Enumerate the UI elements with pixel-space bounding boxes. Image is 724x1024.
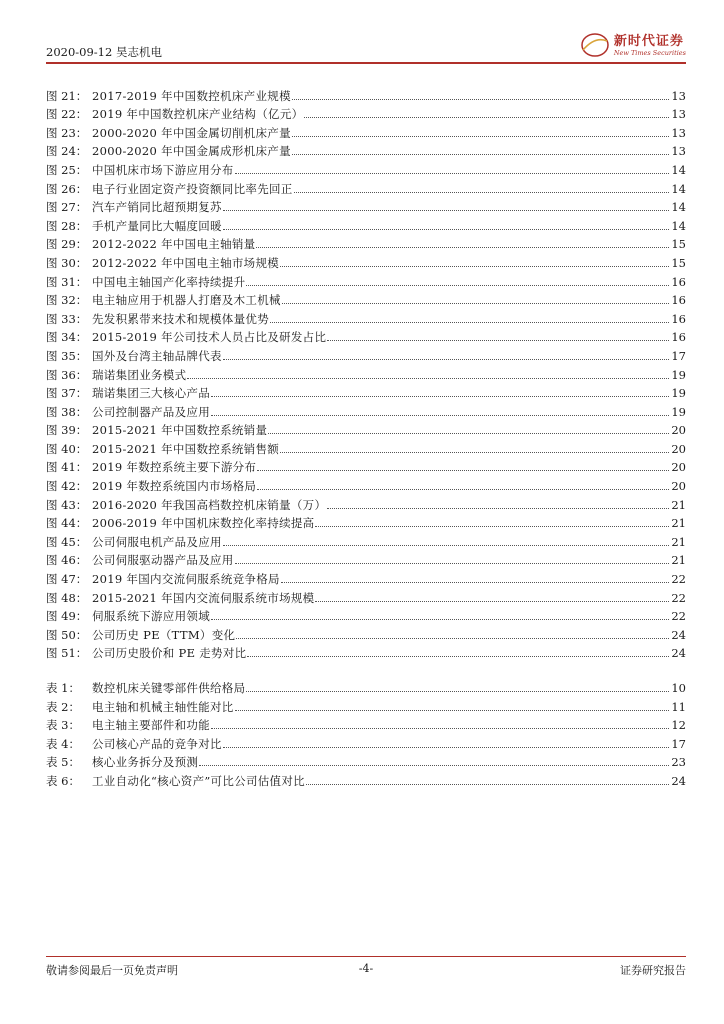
figure-entry-label: 图 30： xyxy=(46,255,88,270)
figure-entry-page: 20 xyxy=(671,441,686,456)
figure-entry-label: 图 25： xyxy=(46,162,88,177)
figure-entry-page: 21 xyxy=(671,497,686,512)
company-logo xyxy=(580,30,686,60)
figure-entry-page: 20 xyxy=(671,479,686,494)
figure-entry-label: 图 42： xyxy=(46,479,88,494)
page-footer xyxy=(46,962,686,978)
figure-entry-label: 图 28： xyxy=(46,218,88,233)
table-entry[interactable] xyxy=(46,676,686,695)
figure-entry-title: 2015-2019 年公司技术人员占比及研发占比 xyxy=(92,330,327,345)
figure-entry[interactable] xyxy=(46,326,686,345)
figure-entry-label: 图 23： xyxy=(46,125,88,140)
figure-entry-leader xyxy=(315,601,669,602)
footer-rule xyxy=(46,956,686,957)
figure-entry[interactable] xyxy=(46,512,686,531)
figure-entry-page: 20 xyxy=(671,460,686,475)
figure-entry-label: 图 48： xyxy=(46,590,88,605)
figure-entry-title: 2015-2021 年国内交流伺服系统市场规模 xyxy=(92,590,315,605)
figure-entry-label: 图 36： xyxy=(46,367,88,382)
figure-entry-page: 19 xyxy=(671,404,686,419)
figure-entry-title: 瑞诺集团三大核心产品 xyxy=(92,386,210,401)
figure-entry-leader xyxy=(257,489,669,490)
figure-entry-title: 2017-2019 年中国数控机床产业规模 xyxy=(92,88,291,103)
table-entry-leader xyxy=(306,784,669,785)
table-entry-label: 表 6： xyxy=(46,773,80,788)
table-of-contents xyxy=(46,84,686,788)
figure-entry-label: 图 39： xyxy=(46,423,88,438)
figure-entry-title: 2015-2021 年中国数控系统销量 xyxy=(92,423,268,438)
figure-entry[interactable] xyxy=(46,456,686,475)
figure-entry-label: 图 43： xyxy=(46,497,88,512)
figure-entry-label: 图 38： xyxy=(46,404,88,419)
figure-entry-leader xyxy=(292,99,669,100)
figure-entry-leader xyxy=(223,210,669,211)
figure-entry-title: 手机产量同比大幅度回暖 xyxy=(92,218,222,233)
figure-entry-page: 13 xyxy=(671,144,686,159)
figure-entry-page: 13 xyxy=(671,107,686,122)
figure-entry-page: 19 xyxy=(671,386,686,401)
table-entry-title: 数控机床关键零部件供给格局 xyxy=(92,681,246,695)
figure-entry[interactable] xyxy=(46,363,686,382)
figure-entry-leader xyxy=(235,173,669,174)
figure-entry-leader xyxy=(280,266,669,267)
table-entry-leader xyxy=(211,728,669,729)
figure-entry-title: 先发积累带来技术和规模体量优势 xyxy=(92,311,269,326)
table-entry-leader xyxy=(199,765,669,766)
figure-entry-page: 14 xyxy=(671,218,686,233)
figure-entry-leader xyxy=(292,136,669,137)
figure-entry-leader xyxy=(211,396,669,397)
figure-entry[interactable] xyxy=(46,623,686,642)
figure-entry[interactable] xyxy=(46,493,686,512)
figure-entry-page: 20 xyxy=(671,423,686,438)
figure-entry-page: 14 xyxy=(671,181,686,196)
figure-entry-title: 2016-2020 年我国高档数控机床销量（万） xyxy=(92,497,327,512)
table-entry-leader xyxy=(223,747,669,748)
figure-entry[interactable] xyxy=(46,382,686,401)
figure-entry-label: 图 21： xyxy=(46,88,88,103)
table-entry-page: 12 xyxy=(671,718,686,733)
figure-entry-title: 汽车产销同比超预期复苏 xyxy=(92,200,222,215)
figure-entry-label: 图 32： xyxy=(46,293,88,308)
table-entry-leader xyxy=(235,710,669,711)
figure-entry[interactable] xyxy=(46,214,686,233)
figure-entry-page: 15 xyxy=(671,237,686,252)
table-entry-title: 工业自动化“核心资产”可比公司估值对比 xyxy=(92,773,305,788)
figure-entry-leader xyxy=(304,117,669,118)
figure-entry-label: 图 35： xyxy=(46,348,88,363)
figure-entry-label: 图 33： xyxy=(46,311,88,326)
figure-entry-page: 13 xyxy=(671,88,686,103)
figure-entry-leader xyxy=(281,582,669,583)
figure-entry-leader xyxy=(211,619,669,620)
figure-entry-leader xyxy=(257,470,669,471)
figure-entry-title: 公司伺服电机产品及应用 xyxy=(92,534,222,549)
figure-entry-title: 中国机床市场下游应用分布 xyxy=(92,162,234,177)
table-entry-title: 核心业务拆分及预测 xyxy=(92,755,199,770)
figure-entry-leader xyxy=(292,154,669,155)
figure-entry-leader xyxy=(256,247,669,248)
table-entry[interactable] xyxy=(46,751,686,770)
figure-entry-page: 14 xyxy=(671,162,686,177)
figure-entry-title: 2000-2020 年中国金属切削机床产量 xyxy=(92,125,291,140)
logo-chinese-name: 新时代证券 xyxy=(613,33,684,49)
figure-entry-title: 中国电主轴国产化率持续提升 xyxy=(92,274,246,289)
figure-entry-title: 2000-2020 年中国金属成形机床产量 xyxy=(92,144,291,159)
figure-entry-page: 17 xyxy=(671,348,686,363)
figure-entry[interactable] xyxy=(46,642,686,661)
figure-entry-page: 16 xyxy=(671,311,686,326)
figure-entry-label: 图 51： xyxy=(46,646,88,661)
figure-entry[interactable] xyxy=(46,196,686,215)
figure-entry[interactable] xyxy=(46,233,686,252)
figure-entry-leader xyxy=(280,452,669,453)
table-entry[interactable] xyxy=(46,769,686,788)
footer-disclaimer: 敬请参阅最后一页免责声明 xyxy=(46,964,178,977)
table-entry-title: 电主轴主要部件和功能 xyxy=(92,718,210,733)
figure-entry-label: 图 22： xyxy=(46,107,88,122)
figure-entry-leader xyxy=(327,508,669,509)
figure-entry-title: 国外及台湾主轴品牌代表 xyxy=(92,348,222,363)
figure-entry-label: 图 27： xyxy=(46,200,88,215)
figure-entry[interactable] xyxy=(46,177,686,196)
footer-report-type: 证券研究报告 xyxy=(620,964,686,977)
figure-entry[interactable] xyxy=(46,251,686,270)
figure-entry-page: 22 xyxy=(671,609,686,624)
table-entry-page: 17 xyxy=(671,736,686,751)
figure-entry-label: 图 24： xyxy=(46,144,88,159)
figure-entry-leader xyxy=(211,415,669,416)
figure-entry-label: 图 29： xyxy=(46,237,88,252)
figure-entry-label: 图 44： xyxy=(46,516,88,531)
figure-entry-label: 图 37： xyxy=(46,386,88,401)
page-header xyxy=(46,33,686,62)
figure-entry-title: 公司伺服驱动器产品及应用 xyxy=(92,553,234,568)
figure-entry-title: 瑞诺集团业务模式 xyxy=(92,367,187,382)
figure-entry-label: 图 45： xyxy=(46,534,88,549)
figure-entry[interactable] xyxy=(46,567,686,586)
figure-entry-leader xyxy=(270,322,669,323)
figure-entry-page: 16 xyxy=(671,274,686,289)
figure-entry[interactable] xyxy=(46,158,686,177)
figure-entry-label: 图 41： xyxy=(46,460,88,475)
figure-entry-leader xyxy=(223,545,669,546)
figure-entry[interactable] xyxy=(46,549,686,568)
page-number: -4- xyxy=(358,962,374,975)
figure-entry-leader xyxy=(236,638,669,639)
figure-entry-leader xyxy=(247,656,669,657)
table-entry[interactable] xyxy=(46,695,686,714)
table-entry-leader xyxy=(246,691,669,692)
figure-entry[interactable] xyxy=(46,270,686,289)
figure-entry-title: 2012-2022 年中国电主轴市场规模 xyxy=(92,255,280,270)
figure-entry[interactable] xyxy=(46,605,686,624)
figure-entry-title: 2019 年国内交流伺服系统竞争格局 xyxy=(92,572,280,587)
table-entry-title: 公司核心产品的竞争对比 xyxy=(92,736,222,751)
table-entry-page: 24 xyxy=(671,773,686,788)
figure-entry-leader xyxy=(223,359,669,360)
table-entry-label: 表 5： xyxy=(46,755,80,770)
figure-entry[interactable] xyxy=(46,586,686,605)
figure-entry-label: 图 50： xyxy=(46,627,88,642)
figure-entry[interactable] xyxy=(46,474,686,493)
figure-entry-leader xyxy=(235,563,669,564)
figure-entry[interactable] xyxy=(46,121,686,140)
figure-entry[interactable] xyxy=(46,307,686,326)
figure-entry-leader xyxy=(315,526,669,527)
figure-entry-page: 15 xyxy=(671,255,686,270)
table-entry-label: 表 2： xyxy=(46,699,80,714)
figure-entry-page: 21 xyxy=(671,553,686,568)
figure-entry-page: 19 xyxy=(671,367,686,382)
figure-entry-leader xyxy=(223,229,669,230)
figure-entry-leader xyxy=(327,340,669,341)
figure-entry-page: 24 xyxy=(671,627,686,642)
figure-entry[interactable] xyxy=(46,530,686,549)
figure-entry-title: 公司历史股价和 PE 走势对比 xyxy=(92,646,247,661)
figure-entry-leader xyxy=(187,378,669,379)
table-entry-page: 23 xyxy=(671,755,686,770)
table-entry-page: 11 xyxy=(671,699,686,714)
figure-entry[interactable] xyxy=(46,84,686,103)
figure-entry-leader xyxy=(282,303,669,304)
figure-entry-leader xyxy=(294,192,669,193)
figure-entry[interactable] xyxy=(46,289,686,308)
table-entry-label: 表 3： xyxy=(46,718,80,733)
figure-entry-page: 24 xyxy=(671,646,686,661)
table-entry[interactable] xyxy=(46,732,686,751)
figure-entry-page: 16 xyxy=(671,330,686,345)
figure-entry-label: 图 47： xyxy=(46,572,88,587)
table-entry-title: 电主轴和机械主轴性能对比 xyxy=(92,699,234,714)
figure-entry-title: 2019 年数控系统国内市场格局 xyxy=(92,479,257,494)
figure-entry-leader xyxy=(268,433,669,434)
figure-entry-page: 13 xyxy=(671,125,686,140)
table-list xyxy=(46,676,686,788)
figure-entry-title: 2015-2021 年中国数控系统销售额 xyxy=(92,441,280,456)
figure-entry-label: 图 34： xyxy=(46,330,88,345)
figure-entry-title: 2019 年数控系统主要下游分布 xyxy=(92,460,257,475)
figure-entry-label: 图 26： xyxy=(46,181,88,196)
figure-entry-leader xyxy=(246,285,669,286)
header-rule xyxy=(46,62,686,64)
figure-entry-page: 22 xyxy=(671,590,686,605)
figure-entry-title: 伺服系统下游应用领域 xyxy=(92,609,210,624)
header-date-company: 2020-09-12 昊志机电 xyxy=(46,45,162,59)
figure-entry-label: 图 31： xyxy=(46,274,88,289)
logo-badge-icon xyxy=(580,32,610,58)
figure-entry-label: 图 40： xyxy=(46,441,88,456)
figure-entry[interactable] xyxy=(46,400,686,419)
figure-entry-page: 21 xyxy=(671,534,686,549)
figure-entry-page: 16 xyxy=(671,293,686,308)
figure-entry-title: 公司历史 PE（TTM）变化 xyxy=(92,627,236,642)
figure-entry-page: 22 xyxy=(671,572,686,587)
table-entry[interactable] xyxy=(46,714,686,733)
figure-entry[interactable] xyxy=(46,419,686,438)
figure-entry-label: 图 46： xyxy=(46,553,88,568)
figure-entry[interactable] xyxy=(46,103,686,122)
table-entry-label: 表 4： xyxy=(46,736,80,751)
table-entry-label: 表 1： xyxy=(46,681,80,695)
figure-entry-title: 2006-2019 年中国机床数控化率持续提高 xyxy=(92,516,315,531)
figure-entry-label: 图 49： xyxy=(46,609,88,624)
figure-entry[interactable] xyxy=(46,140,686,159)
figure-entry-title: 电主轴应用于机器人打磨及木工机械 xyxy=(92,293,281,308)
figure-entry[interactable] xyxy=(46,437,686,456)
logo-english-name: New Times Securities xyxy=(613,48,686,57)
figure-list xyxy=(46,84,686,660)
figure-entry-title: 公司控制器产品及应用 xyxy=(92,404,210,419)
figure-entry-page: 21 xyxy=(671,516,686,531)
figure-entry-title: 2019 年中国数控机床产业结构（亿元） xyxy=(92,107,304,122)
figure-entry-page: 14 xyxy=(671,200,686,215)
figure-entry-title: 2012-2022 年中国电主轴销量 xyxy=(92,237,256,252)
figure-entry-title: 电子行业固定资产投资额同比率先回正 xyxy=(92,181,293,196)
figure-entry[interactable] xyxy=(46,344,686,363)
table-entry-page: 10 xyxy=(671,681,686,695)
